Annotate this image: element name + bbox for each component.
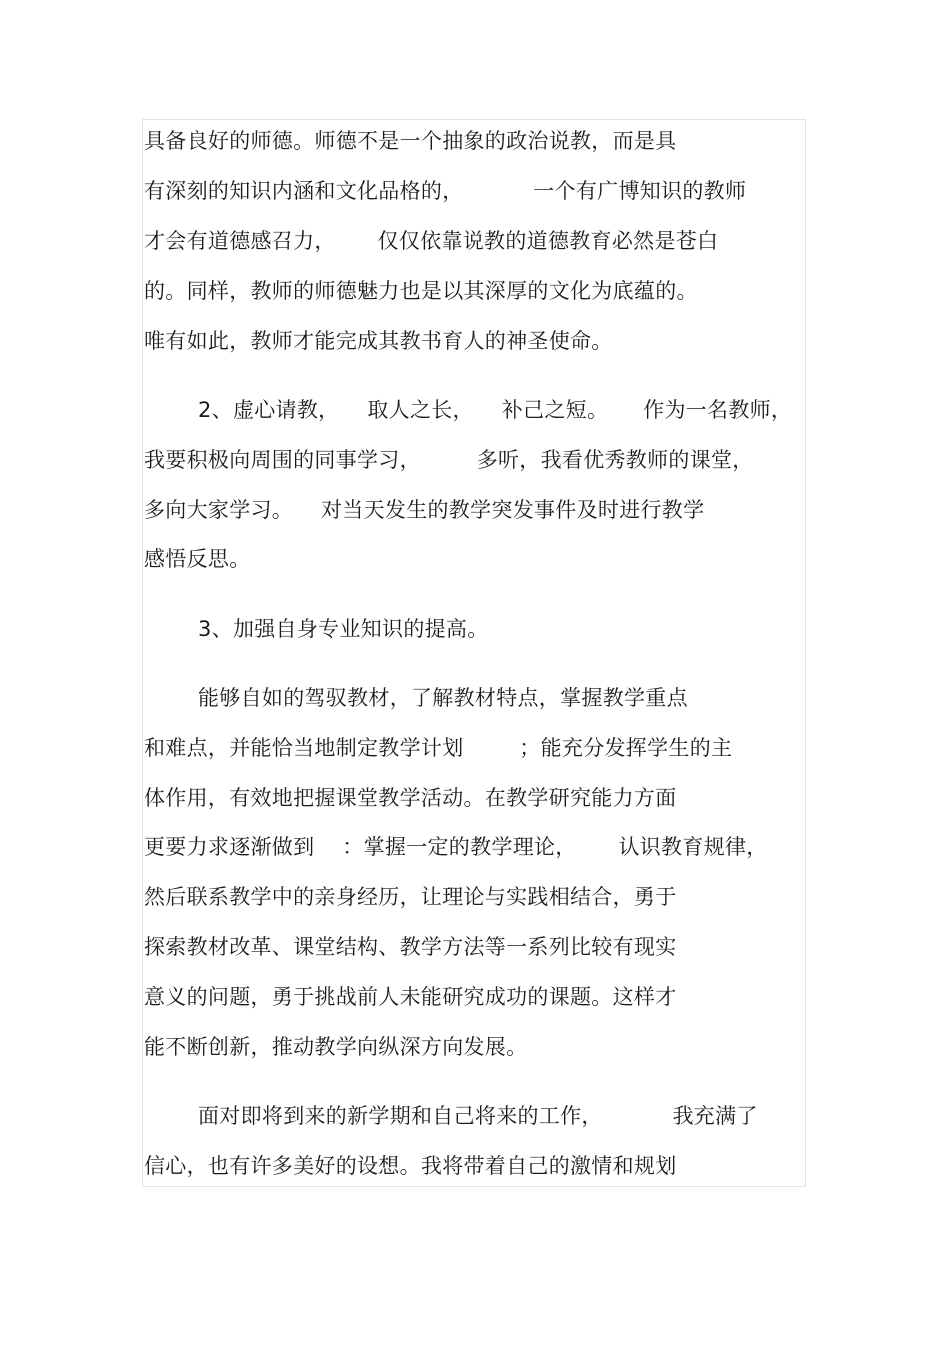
text-line: 和难点，并能恰当地制定教学计划 ；能充分发挥学生的主 bbox=[144, 736, 733, 760]
text-line: 信心，也有许多美好的设想。我将带着自己的激情和规划 bbox=[144, 1154, 677, 1178]
text-line: 探索教材改革、课堂结构、教学方法等一系列比较有现实 bbox=[144, 935, 677, 959]
text-line: 能不断创新，推动教学向纵深方向发展。 bbox=[144, 1035, 528, 1059]
text-line: 我要积极向周围的同事学习， 多听，我看优秀教师的课堂， bbox=[144, 448, 754, 472]
text-line: 意义的问题，勇于挑战前人未能研究成功的课题。这样才 bbox=[144, 985, 677, 1009]
text-line: 的。同样，教师的师德魅力也是以其深厚的文化为底蕴的。 bbox=[144, 279, 698, 303]
text-line: 感悟反思。 bbox=[144, 547, 251, 571]
section-heading: 3、加强自身专业知识的提高。 bbox=[198, 617, 489, 641]
text-line: 具备良好的师德。师德不是一个抽象的政治说教，而是具 bbox=[144, 129, 677, 153]
text-line: 有深刻的知识内涵和文化品格的， 一个有广博知识的教师 bbox=[144, 179, 747, 203]
text-line: 更要力求逐渐做到 ：掌握一定的教学理论， 认识教育规律， bbox=[144, 835, 768, 859]
text-line: 体作用，有效地把握课堂教学活动。在教学研究能力方面 bbox=[144, 786, 677, 810]
text-line: 然后联系教学中的亲身经历，让理论与实践相结合，勇于 bbox=[144, 885, 677, 909]
text-line: 唯有如此，教师才能完成其教书育人的神圣使命。 bbox=[144, 329, 613, 353]
text-line: 多向大家学习。 对当天发生的教学突发事件及时进行教学 bbox=[144, 498, 705, 522]
text-line: 2、虚心请教， 取人之长， 补己之短。 作为一名教师， bbox=[198, 398, 793, 422]
text-line: 才会有道德感召力， 仅仅依靠说教的道德教育必然是苍白 bbox=[144, 229, 719, 253]
text-line: 面对即将到来的新学期和自己将来的工作， 我充满了 bbox=[198, 1104, 758, 1128]
text-line: 能够自如的驾驭教材，了解教材特点，掌握教学重点 bbox=[198, 686, 688, 710]
